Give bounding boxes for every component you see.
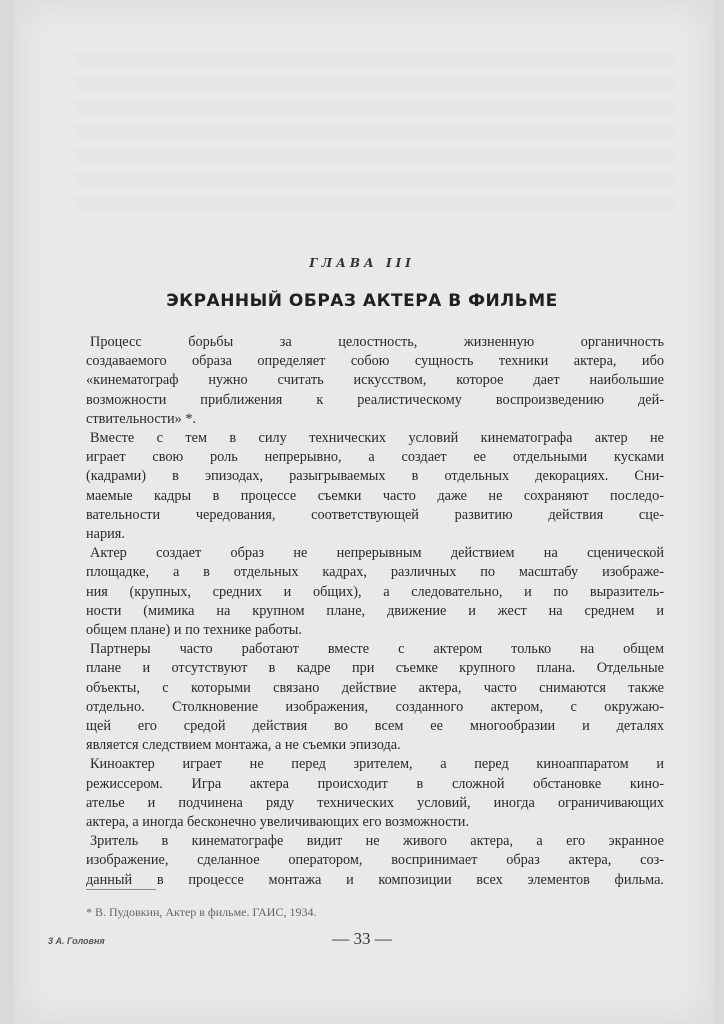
text-line: Вместе с тем в силу технических условий кинематографа актер не: [90, 430, 664, 447]
text-line: актера, а иногда бесконечно увеличивающих его возможности.: [86, 814, 470, 831]
text-line: ности (мимика на крупном плане, движение и жест на среднем и: [86, 602, 664, 619]
text-line: ателье и подчинена ряду технических условий, иногда ограничивающих: [86, 794, 664, 811]
text-line: отдельно. Столкновение изображения, созданного актером, с окружаю-: [86, 698, 664, 715]
text-line: Киноактер играет не перед зрителем, а перед киноаппаратом и: [90, 756, 664, 773]
footnote-rule: [86, 889, 156, 890]
text-line: маемые кадры в процессе съемки часто даже не сохраняют последо-: [86, 487, 664, 504]
text-line: ствительности» *.: [86, 410, 197, 427]
text-line: изображение, сделанное оператором, воспринимает образ актера, соз-: [86, 852, 664, 869]
text-line: является следствием монтажа, а не съемки эпизода.: [86, 737, 401, 754]
text-line: объекты, с которыми связано действие актера, часто снимаются также: [86, 679, 664, 696]
text-line: режиссером. Игра актера происходит в сложной обстановке кино-: [86, 775, 664, 792]
text-line: данный в процессе монтажа и композиции всех элементов фильма.: [86, 871, 664, 888]
text-line: ния (крупных, средних и общих), а следовательно, и по выразитель-: [86, 583, 664, 600]
body-text: [86, 333, 664, 890]
text-line: плане и отсутствуют в кадре при съемке крупного плана. Отдельные: [86, 660, 664, 677]
text-line: щей его средой действия во всем ее многообразии и деталях: [86, 718, 664, 735]
page-number: — 33 —: [332, 929, 392, 948]
text-line: площадке, а в отдельных кадрах, различных по масштабу изображе-: [86, 564, 664, 581]
text-line: нария.: [86, 526, 125, 543]
chapter-title: ЭКРАННЫЙ ОБРАЗ АКТЕРА В ФИЛЬМЕ: [166, 291, 558, 311]
text-line: (кадрами) в эпизодах, разыгрываемых в отдельных декорациях. Сни-: [86, 468, 664, 485]
footnote: * В. Пудовкин, Актер в фильме. ГАИС, 1934.: [86, 905, 317, 919]
text-line: вательности чередования, соответствующей развитию действия сце-: [86, 506, 664, 523]
bleed-through-texture: ░░░░░░░░░░░░░░░░░░░░░░░░░░░░░░░░░░░░░░░░░░░░░░░░░░░░░░░░░░░░ ░░░░░░░░░░░░░░░░░░░░░░░░░░░░░░░░░░░░░░░░░░░░░░░░░░░░░░░░░░░░ ░░░░░░░░░░░░░░░░░░░░░░░░░░░░░░░░░░░░░░░░░░░░░░░░░░░░░░░░░░░░ ░░░░░░░░░░░░░░░░░░░░░░░░░░░░░░░░░░░░░░░░░░░░░░░░░░░░░░░░░░░░ ░░░░░░░░░░░░░░░░░░░░░░░░░░░░░░░░░░░░░░░░░░░░░░░░░░░░░░░░░░░░ ░░░░░░░░░░░░░░░░░░░░░░░░░░░░░░░░░░░░░░░░░░░░░░░░░░░░░░░░░░░░ ░░░░░░░░░░░░░░░░░░░░░░░░░░░░░░░░░░░░░░░░░░░░░░░░░░░░░░░░░░░░: [74, 54, 674, 213]
text-line: общем плане) и по технике работы.: [86, 622, 302, 639]
text-line: Партнеры часто работают вместе с актером только на общем: [90, 641, 664, 658]
chapter-label: ГЛАВА III: [309, 256, 415, 270]
text-line: возможности приближения к реалистическому воспроизведению дей-: [86, 391, 664, 408]
text-line: «кинематограф нужно считать искусством, которое дает наибольшие: [86, 372, 664, 389]
text-line: создаваемого образа определяет собою сущность техники актера, ибо: [86, 353, 664, 370]
text-line: играет свою роль непрерывно, а создает ее отдельными кусками: [86, 449, 664, 466]
text-line: Зритель в кинематографе видит не живого актера, а его экранное: [90, 833, 664, 850]
text-line: Актер создает образ не непрерывным действием на сценической: [90, 545, 664, 562]
printer-signature: 3 А. Головня: [48, 936, 105, 946]
text-line: Процесс борьбы за целостность, жизненную органичность: [90, 334, 664, 350]
